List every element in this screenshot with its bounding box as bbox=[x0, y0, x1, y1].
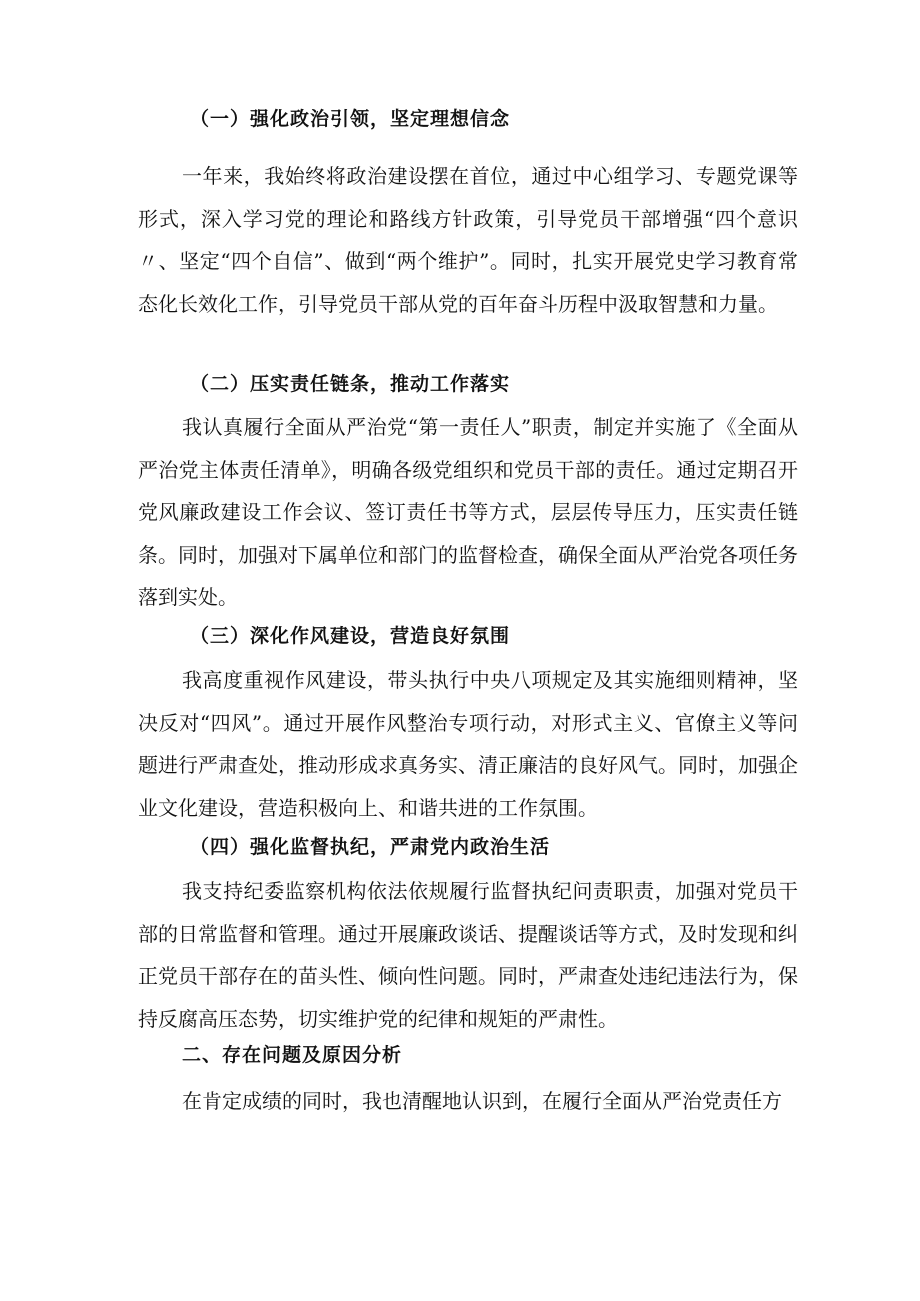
section-4-heading: （四）强化监督执纪，严肃党内政治生活 bbox=[190, 836, 551, 858]
section-1-heading: （一）强化政治引领，坚定理想信念 bbox=[190, 108, 511, 130]
section-5-paragraph: 在肯定成绩的同时，我也清醒地认识到，在履行全面从严治党责任方 bbox=[182, 1089, 782, 1113]
section-2-paragraph: 我认真履行全面从严治党“第一责任人”职责，制定并实施了《全面从严治党主体责任清单》，明确各级党组织和党员干部的责任。通过定期召开党风廉政建设工作会议、签订责任书等方式，层层传导压力，压实责任链条。同时，加强对下属单位和部门的监督检查，确保全面从严治党各项任务落到实处。 bbox=[138, 415, 798, 610]
section-2-heading: （二）压实责任链条，推动工作落实 bbox=[190, 373, 511, 395]
section-3-heading: （三）深化作风建设，营造良好氛围 bbox=[190, 625, 511, 647]
section-3-paragraph: 我高度重视作风建设，带头执行中央八项规定及其实施细则精神，坚决反对“四风”。通过开展作风整治专项行动，对形式主义、官僚主义等问题进行严肃查处，推动形成求真务实、清正廉洁的良好风气。同时，加强企业文化建设，营造积极向上、和谐共进的工作氛围。 bbox=[138, 668, 798, 820]
section-5-heading: 二、存在问题及原因分析 bbox=[182, 1044, 403, 1066]
section-1-paragraph: 一年来，我始终将政治建设摆在首位，通过中心组学习、专题党课等形式，深入学习党的理论和路线方针政策，引导党员干部增强“四个意识〃、坚定“四个自信”、做到“两个维护”。同时，扎实开展党史学习教育常态化长效化工作，引导党员干部从党的百年奋斗历程中汲取智慧和力量。 bbox=[138, 164, 798, 316]
section-4-paragraph: 我支持纪委监察机构依法依规履行监督执纪问责职责，加强对党员干部的日常监督和管理。通过开展廉政谈话、提醒谈话等方式，及时发现和纠正党员干部存在的苗头性、倾向性问题。同时，严肃查处违纪违法行为，保持反腐高压态势，切实维护党的纪律和规矩的严肃性。 bbox=[138, 879, 798, 1031]
